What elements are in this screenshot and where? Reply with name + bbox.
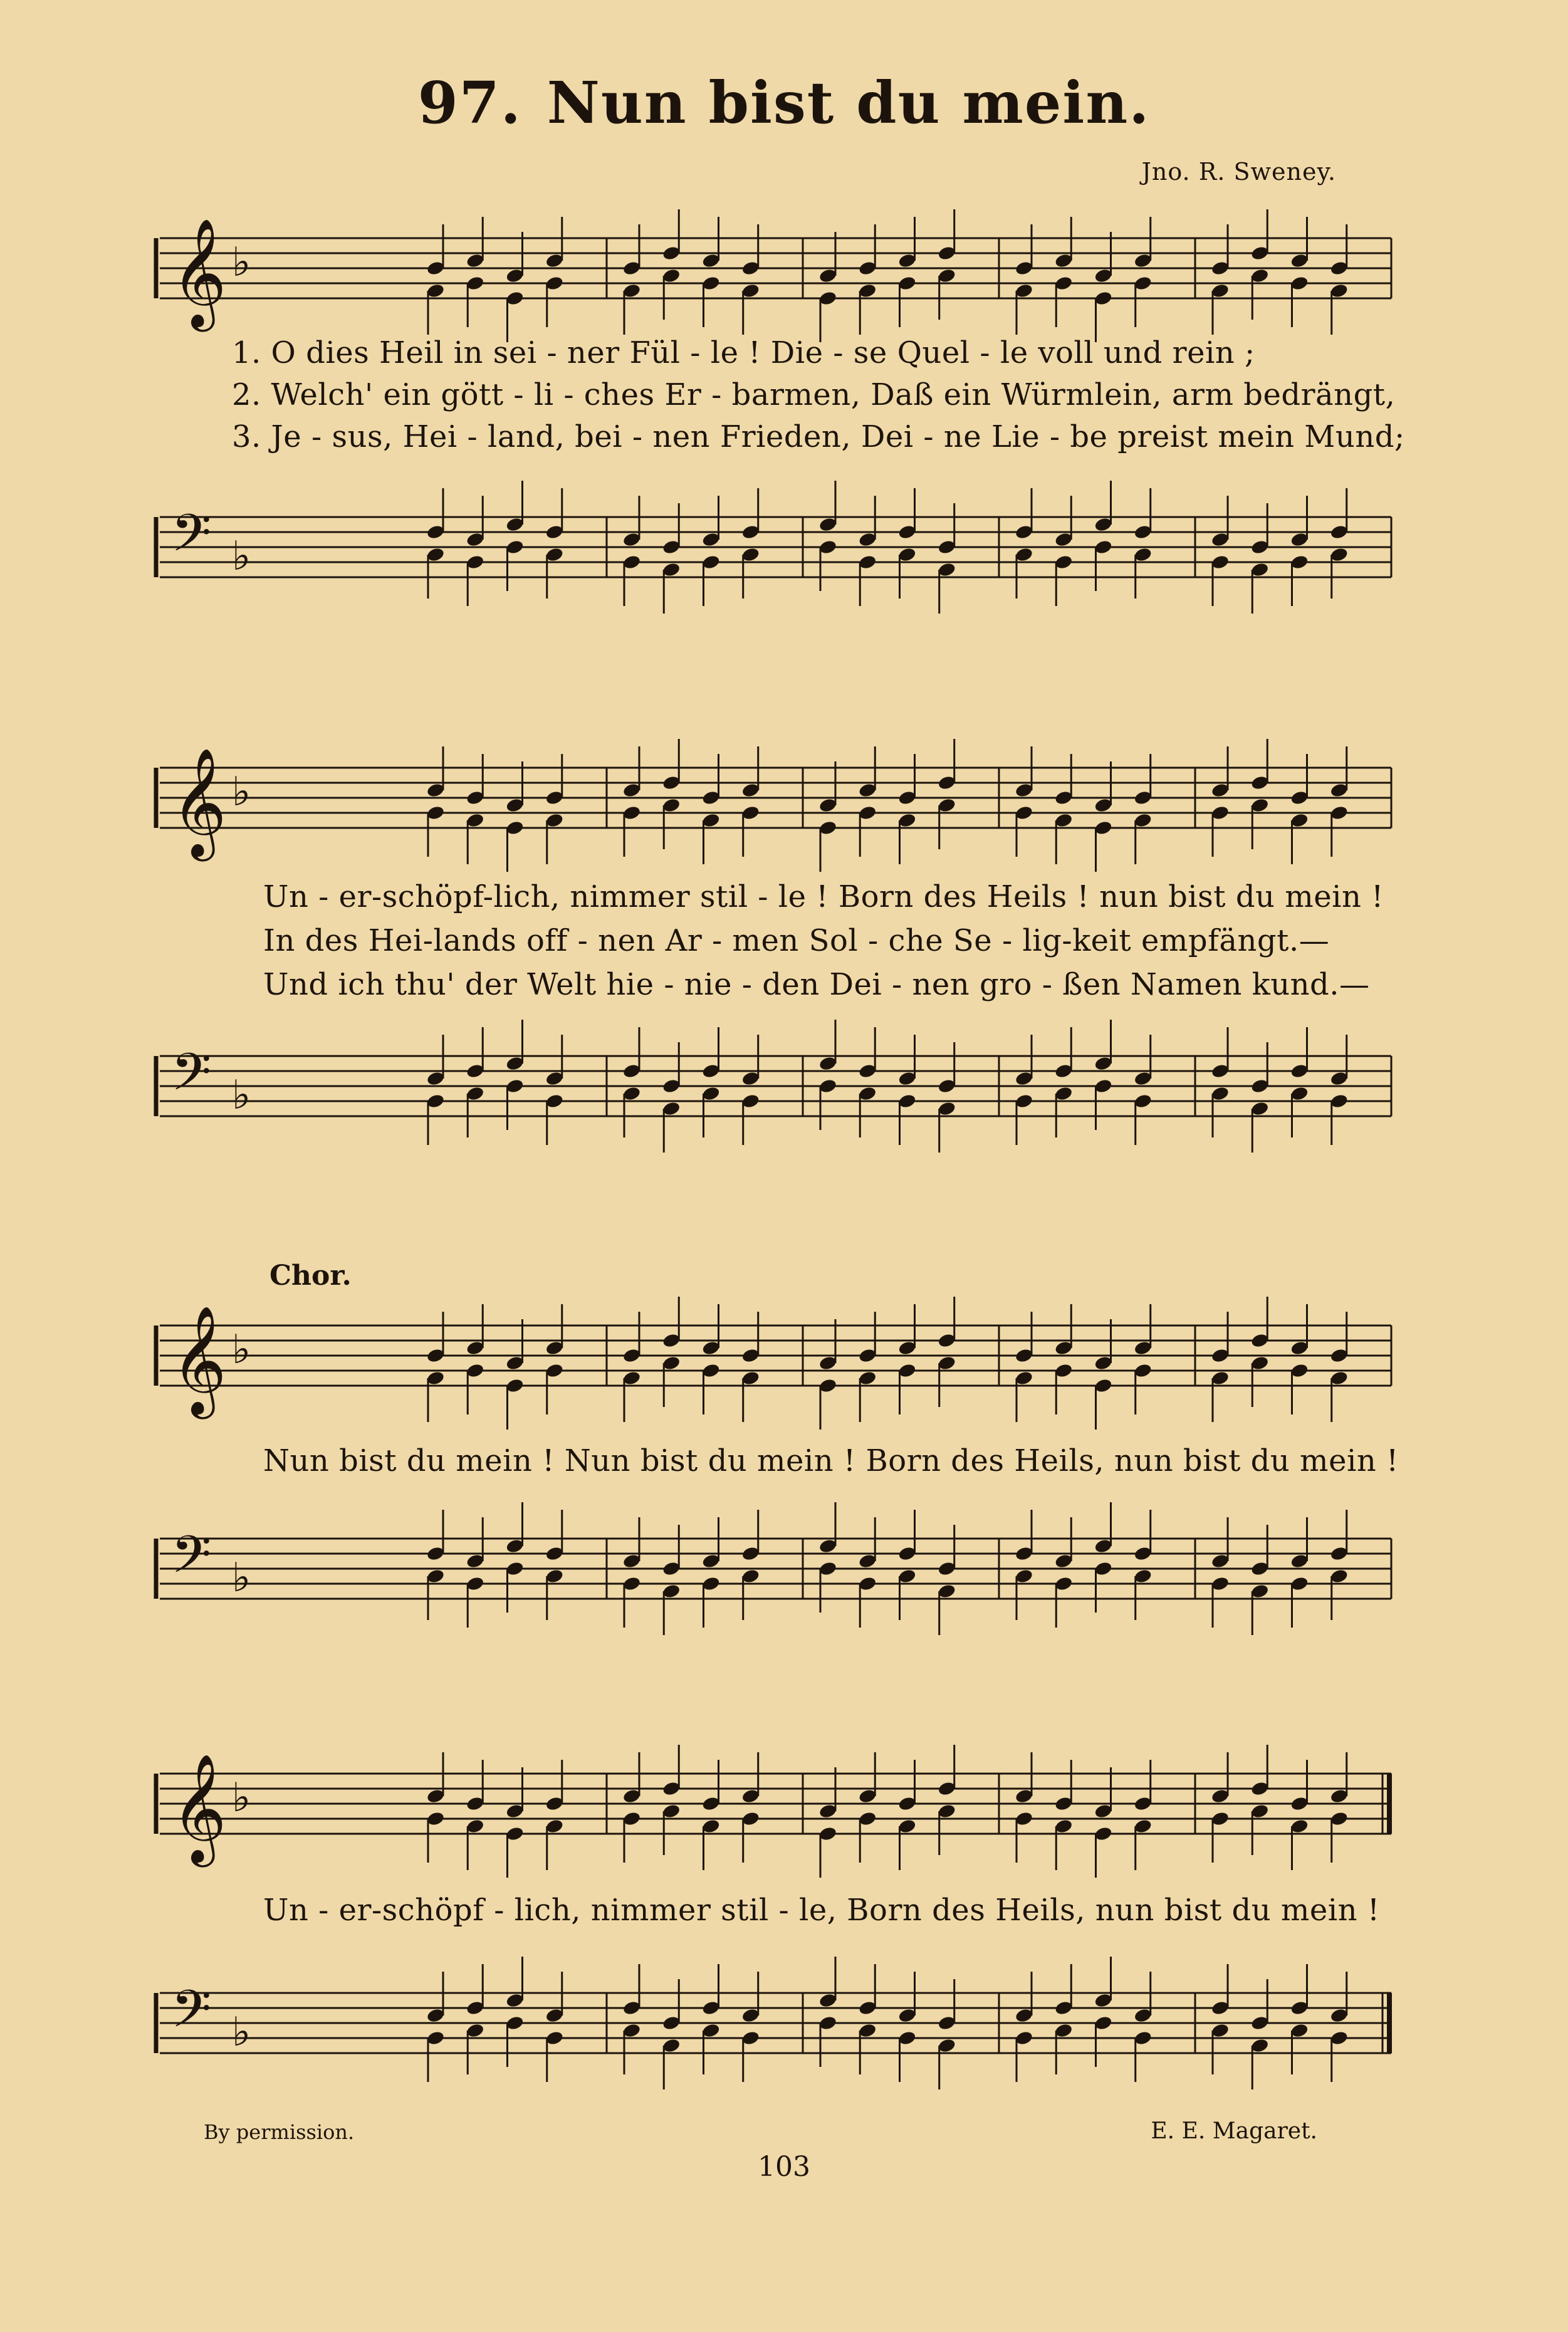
treble-staff-3 (154, 1294, 1398, 1420)
hymn-title (0, 69, 1568, 137)
lyric-line-2-3: Und ich thu' der Welt hie - nie - den Dei - nen gro - ßen Namen kund.— (263, 967, 1370, 1002)
lyric-line-4-1: Un - er-schöpf - lich, nimmer stil - le, Born des Heils, nun bist du mein ! (263, 1893, 1380, 1928)
treble-clef-icon: 𝄞 (171, 218, 227, 327)
treble-clef-icon: 𝄞 (171, 1754, 227, 1863)
treble-clef-icon: 𝄞 (171, 748, 227, 857)
arranger-credit: E. E. Magaret. (1151, 2118, 1317, 2144)
flat-key-signature-icon: ♭ (232, 1327, 251, 1373)
treble-clef-icon: 𝄞 (171, 1305, 227, 1414)
bass-clef-icon: 𝄢 (171, 1979, 212, 2052)
lyric-line-3-1: Nun bist du mein ! Nun bist du mein ! Born des Heils, nun bist du mein ! (263, 1443, 1399, 1478)
flat-key-signature-icon: ♭ (232, 1072, 251, 1119)
flat-key-signature-icon: ♭ (232, 533, 251, 580)
flat-key-signature-icon: ♭ (232, 1775, 251, 1821)
music-system-2 (154, 736, 1398, 1137)
bass-clef-icon: 𝄢 (171, 1524, 212, 1597)
lyric-line-1-2: 2. Welch' ein gött - li - ches Er - barmen, Daß ein Würmlein, arm bedrängt, (232, 377, 1396, 412)
bass-staff-2 (154, 1025, 1398, 1150)
flat-key-signature-icon: ♭ (232, 769, 251, 815)
treble-staff-4 (154, 1742, 1398, 1868)
bass-clef-icon: 𝄢 (171, 1042, 212, 1115)
page-number: 103 (758, 2151, 810, 2183)
bass-clef-icon: 𝄢 (171, 503, 212, 576)
lyric-line-1-1: 1. O dies Heil in sei - ner Fül - le ! Die - se Quel - le voll und rein ; (232, 335, 1255, 370)
treble-staff-1 (154, 207, 1398, 332)
flat-key-signature-icon: ♭ (232, 2009, 251, 2056)
permission-note: By permission. (204, 2120, 355, 2144)
lyric-line-1-3: 3. Je - sus, Hei - land, bei - nen Frieden, Dei - ne Lie - be preist mein Mund; (232, 419, 1405, 454)
hymn-number: 97. (417, 69, 522, 137)
lyric-line-2-2: In des Hei-lands off - nen Ar - men Sol - che Se - lig-keit empfängt.— (263, 923, 1330, 958)
flat-key-signature-icon: ♭ (232, 1555, 251, 1601)
bass-staff-4 (154, 1962, 1398, 2087)
bass-staff-1 (154, 486, 1398, 611)
music-system-1 (154, 207, 1405, 608)
bass-staff-3 (154, 1507, 1398, 1633)
chorus-label: Chor. (269, 1260, 352, 1292)
music-system-4 (154, 1742, 1398, 2093)
composer-credit: Jno. R. Sweney. (1141, 158, 1336, 186)
treble-staff-2 (154, 736, 1398, 862)
music-system-3 (154, 1294, 1398, 1645)
hymn-title-text: Nun bist du mein. (546, 69, 1151, 137)
lyric-line-2-1: Un - er-schöpf-lich, nimmer stil - le ! Born des Heils ! nun bist du mein ! (263, 879, 1384, 914)
flat-key-signature-icon: ♭ (232, 239, 251, 286)
